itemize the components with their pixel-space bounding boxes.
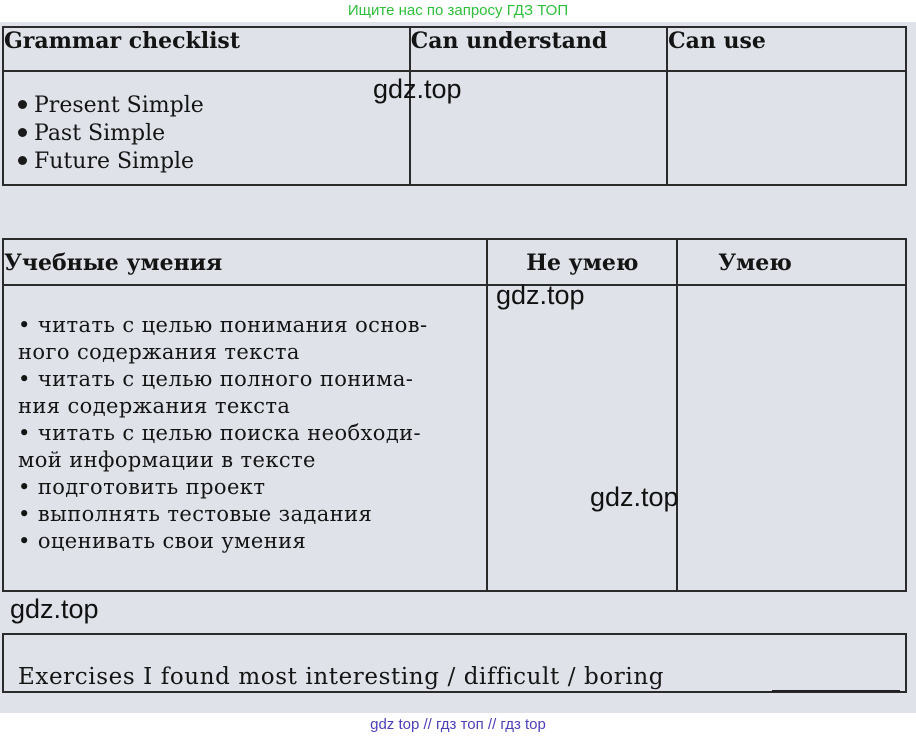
list-item: Future Simple bbox=[18, 148, 409, 176]
list-item: ного содержания текста bbox=[18, 340, 300, 364]
list-item: • оценивать свои умения bbox=[18, 529, 307, 553]
list-item: • подготовить проект bbox=[18, 475, 266, 499]
grammar-items-list bbox=[4, 72, 409, 176]
skills-items-cell bbox=[3, 285, 487, 591]
list-item: Present Simple bbox=[18, 92, 409, 120]
list-item: • читать с целью полного понима- bbox=[18, 367, 414, 391]
skills-header: Учебные умения bbox=[3, 239, 487, 285]
list-item: Past Simple bbox=[18, 120, 409, 148]
can-use-cell[interactable] bbox=[667, 71, 906, 185]
grammar-header: Grammar checklist bbox=[3, 27, 410, 71]
textbook-page bbox=[0, 22, 916, 713]
watermark: gdz.top bbox=[373, 74, 462, 104]
cannot-cell[interactable] bbox=[487, 285, 677, 591]
cannot-header: Не умею bbox=[487, 239, 677, 285]
bullet-icon bbox=[18, 100, 27, 109]
list-item: ния содержания текста bbox=[18, 394, 291, 418]
learning-skills-table bbox=[2, 238, 907, 592]
grammar-items-cell bbox=[3, 71, 410, 185]
can-understand-header: Can understand bbox=[410, 27, 667, 71]
answer-blank-line[interactable] bbox=[772, 690, 900, 692]
skills-items-list bbox=[4, 286, 486, 555]
list-item: • читать с целью понимания основ- bbox=[18, 313, 428, 337]
watermark: gdz.top bbox=[10, 594, 99, 624]
list-item: мой информации в тексте bbox=[18, 448, 316, 472]
grammar-checklist-table bbox=[2, 26, 907, 186]
can-cell[interactable] bbox=[677, 285, 906, 591]
watermark: gdz.top bbox=[590, 482, 679, 512]
can-use-header: Can use bbox=[667, 27, 906, 71]
watermark: gdz.top bbox=[496, 280, 585, 310]
bullet-icon bbox=[18, 128, 27, 137]
list-item: • выполнять тестовые задания bbox=[18, 502, 373, 526]
can-header: Умею bbox=[677, 239, 906, 285]
list-item: • читать с целью поиска необходи- bbox=[18, 421, 422, 445]
bullet-icon bbox=[18, 156, 27, 165]
top-banner: Ищите нас по запросу ГДЗ ТОП bbox=[347, 2, 569, 19]
bottom-banner: gdz top // гдз топ // гдз top bbox=[370, 716, 546, 733]
exercises-prompt: Exercises I found most interesting / difficult / boring bbox=[18, 664, 665, 690]
